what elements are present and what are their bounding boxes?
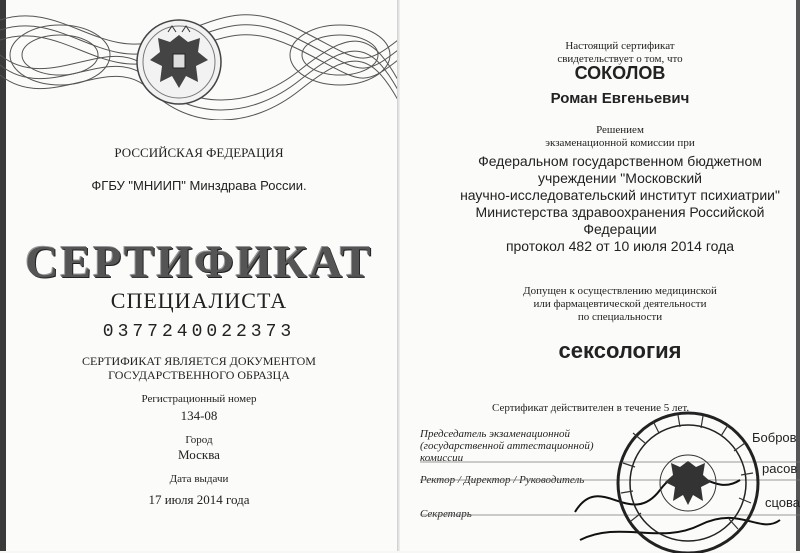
intro-line1: Настоящий сертификат	[565, 40, 675, 52]
statement-line1: СЕРТИФИКАТ ЯВЛЯЕТСЯ ДОКУМЕНТОМ	[82, 354, 316, 368]
institution-line: Министерства здравоохранения Российской	[475, 204, 765, 220]
chair-signatory: Бобров	[752, 430, 797, 445]
admitted-line1: Допущен к осуществлению медицинской	[523, 285, 717, 297]
registration-label: Регистрационный номер	[141, 393, 257, 405]
organization-name: ФГБУ "МНИИП" Минздрава России.	[91, 178, 307, 193]
rector-signatory: расов	[762, 461, 798, 476]
chair-label-line3: комиссии	[420, 452, 464, 464]
validity-statement: Сертификат действителен в течение 5 лет.	[492, 402, 690, 414]
holder-name: Роман Евгеньевич	[550, 90, 690, 107]
rector-label: Ректор / Директор / Руководитель	[420, 474, 585, 486]
admitted-line2: или фармацевтической деятельности	[533, 298, 707, 310]
admitted-line3: по специальности	[577, 311, 663, 323]
chair-label-line1: Председатель экзаменационной	[420, 428, 571, 440]
serial-number: 0377240022373	[102, 322, 296, 342]
secretary-signatory: сцова	[765, 495, 800, 510]
city-label: Город	[185, 434, 213, 446]
certificate-title: СЕРТИФИКАТ	[25, 236, 373, 287]
commission-label: экзаменационной комиссии при	[545, 137, 695, 149]
registration-number: 134-08	[180, 408, 218, 423]
holder-surname: СОКОЛОВ	[574, 63, 666, 83]
specialty-name: сексология	[558, 338, 682, 363]
official-seal-stamp-icon	[593, 403, 775, 553]
chair-label-line2: (государственной аттестационной)	[420, 440, 594, 452]
issue-date-label: Дата выдачи	[169, 473, 229, 485]
guilloche-ornament	[0, 0, 398, 120]
decision-label: Решением	[596, 124, 644, 136]
protocol-line: протокол 482 от 10 июля 2014 года	[505, 238, 735, 254]
institution-line: научно-исследовательский институт психиатрии"	[460, 187, 780, 203]
city-value: Москва	[178, 447, 220, 462]
secretary-label: Секретарь	[420, 508, 472, 520]
institution-line: Федеральном государственном бюджетном	[478, 153, 762, 169]
coat-of-arms-icon	[137, 20, 221, 104]
institution-line: Федерации	[583, 221, 657, 237]
intro-line2: свидетельствует о том, что	[557, 53, 683, 65]
issue-date: 17 июля 2014 года	[148, 492, 250, 507]
country-name: РОССИЙСКАЯ ФЕДЕРАЦИЯ	[114, 145, 284, 160]
institution-line: учреждении "Московский	[538, 170, 702, 186]
certificate-cover-page	[0, 0, 399, 551]
certificate-subtitle: СПЕЦИАЛИСТА	[110, 288, 288, 313]
statement-line2: ГОСУДАРСТВЕННОГО ОБРАЗЦА	[108, 368, 290, 382]
